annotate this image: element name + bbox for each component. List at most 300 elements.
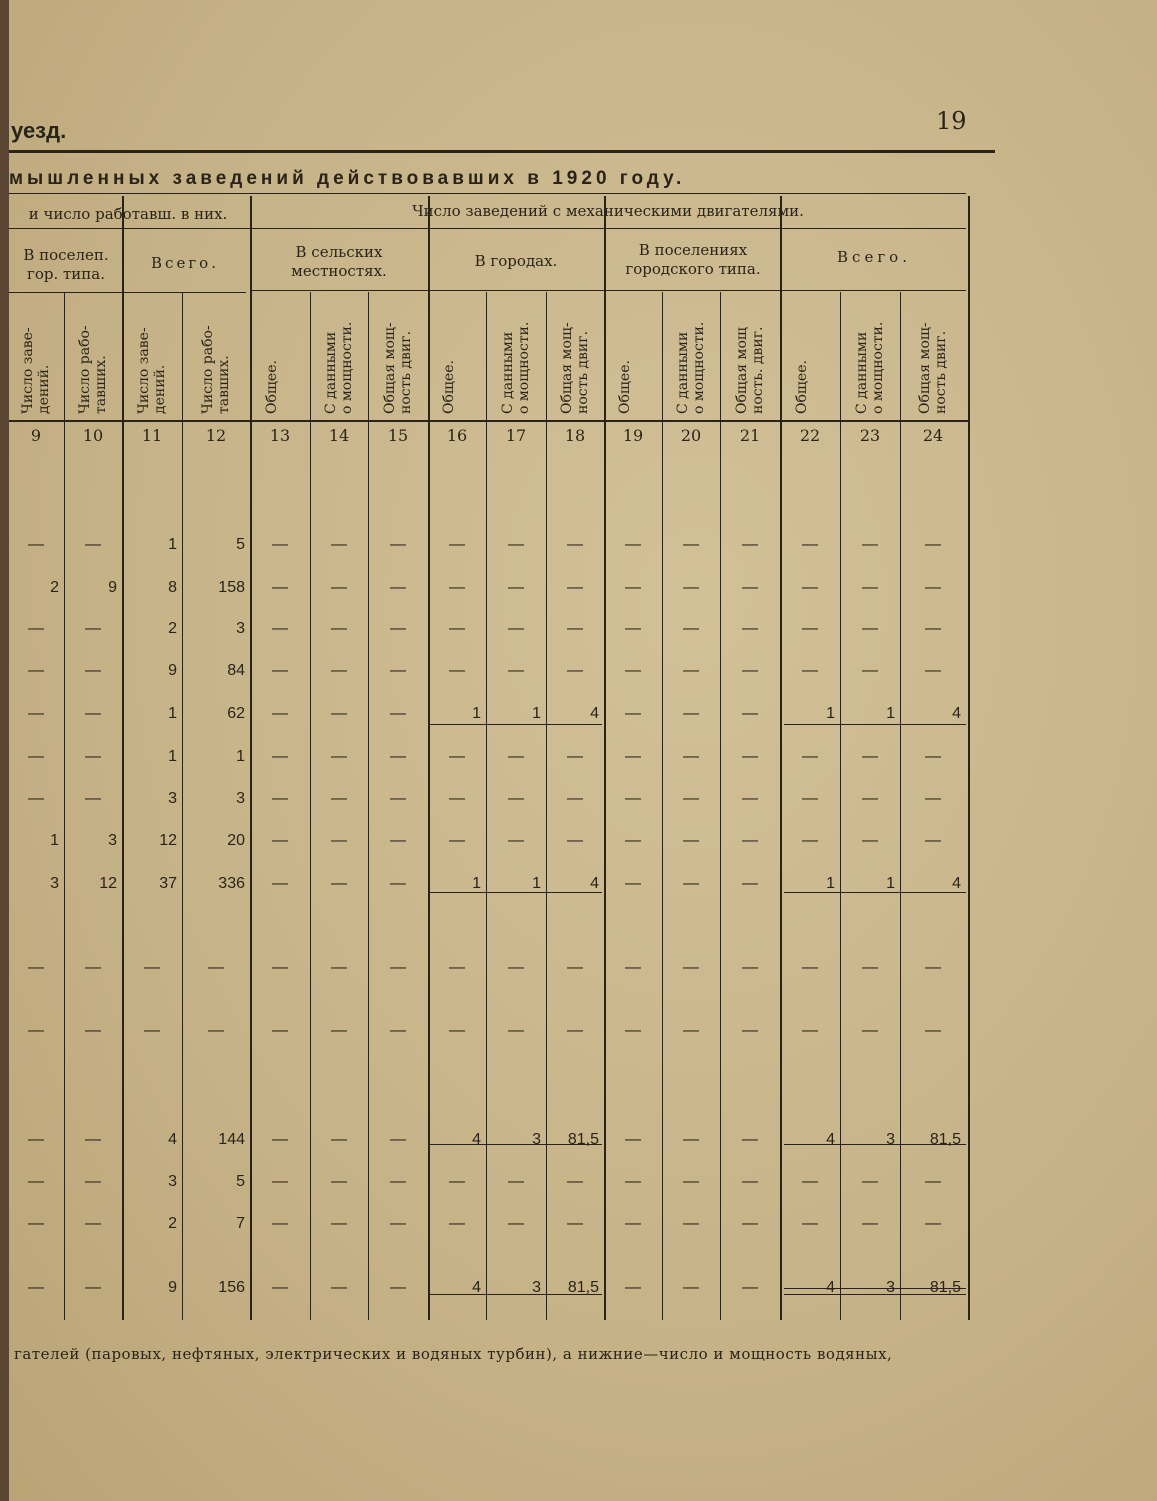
table-cell: — xyxy=(390,1173,406,1190)
table-cell: — xyxy=(925,1215,941,1232)
column-header-14: С данными о мощности. xyxy=(323,321,355,414)
column-rule xyxy=(368,292,369,1320)
table-cell: — xyxy=(28,1279,44,1296)
table-cell: 4 xyxy=(472,1131,481,1148)
column-header-11: Число заве- дений. xyxy=(136,327,168,414)
table-cell: — xyxy=(331,579,347,596)
table-cell: — xyxy=(625,662,641,679)
table-cell: — xyxy=(449,536,465,553)
table-cell: — xyxy=(742,748,758,765)
table-cell: — xyxy=(567,832,583,849)
subtotal-rule xyxy=(784,724,966,725)
table-cell: — xyxy=(390,579,406,596)
group-separator xyxy=(122,196,124,1320)
table-cell: — xyxy=(331,1022,347,1039)
table-cell: — xyxy=(28,790,44,807)
table-cell: — xyxy=(449,1173,465,1190)
table-cell: — xyxy=(331,1215,347,1232)
column-number-12: 12 xyxy=(205,426,227,445)
column-header-12: Число рабо- тавших. xyxy=(200,325,232,414)
column-header-24: Общая мощ- ность двиг. xyxy=(917,322,949,414)
table-cell: — xyxy=(390,662,406,679)
table-cell: — xyxy=(85,620,101,637)
column-header-22: Общее. xyxy=(794,360,810,414)
table-cell: — xyxy=(449,1215,465,1232)
table-cell: 1 xyxy=(472,705,481,722)
table-cell: — xyxy=(508,959,524,976)
table-cell: — xyxy=(85,662,101,679)
table-cell: — xyxy=(567,662,583,679)
table-cell: — xyxy=(331,790,347,807)
table-cell: — xyxy=(28,705,44,722)
table-cell: — xyxy=(567,1022,583,1039)
table-cell: — xyxy=(802,790,818,807)
table-cell: — xyxy=(390,832,406,849)
table-cell: — xyxy=(567,620,583,637)
table-cell: — xyxy=(802,620,818,637)
table-cell: — xyxy=(331,536,347,553)
table-cell: — xyxy=(272,620,288,637)
subtotal-rule xyxy=(784,1294,966,1295)
table-cell: — xyxy=(449,579,465,596)
table-cell: — xyxy=(742,959,758,976)
table-cell: 37 xyxy=(159,875,177,892)
table-cell: — xyxy=(625,620,641,637)
table-cell: 2 xyxy=(168,620,177,637)
table-cell: — xyxy=(925,790,941,807)
table-cell: — xyxy=(625,1173,641,1190)
table-cell: — xyxy=(625,705,641,722)
table-cell: — xyxy=(742,662,758,679)
table-cell: — xyxy=(85,1215,101,1232)
subtotal-rule xyxy=(430,1144,602,1145)
table-cell: — xyxy=(272,748,288,765)
column-number-11: 11 xyxy=(141,426,163,445)
column-header-20: С данными о мощности. xyxy=(675,321,707,414)
table-cell: 81,5 xyxy=(567,1279,599,1296)
column-rule xyxy=(546,292,547,1320)
table-cell: 144 xyxy=(218,1131,245,1148)
table-cell: 1 xyxy=(532,875,541,892)
column-number-16: 16 xyxy=(446,426,468,445)
table-cell: — xyxy=(683,705,699,722)
table-cell: — xyxy=(508,620,524,637)
table-cell: — xyxy=(567,959,583,976)
table-cell: — xyxy=(683,748,699,765)
table-cell: — xyxy=(508,536,524,553)
column-header-9: Число заве- дений. xyxy=(20,327,52,414)
table-cell: — xyxy=(683,536,699,553)
table-cell: — xyxy=(331,1173,347,1190)
table-cell: — xyxy=(508,662,524,679)
table-cell: — xyxy=(862,959,878,976)
table-cell: 1 xyxy=(50,832,59,849)
table-cell: — xyxy=(683,579,699,596)
group-separator xyxy=(780,196,782,1320)
column-number-14: 14 xyxy=(328,426,350,445)
table-cell: — xyxy=(390,1022,406,1039)
table-cell: — xyxy=(28,620,44,637)
group-mechanical-engines: Число заведений с механическими двигателями. xyxy=(412,202,804,220)
subgroup-cities: В городах. xyxy=(474,252,558,270)
table-cell: — xyxy=(272,1279,288,1296)
table-cell: — xyxy=(925,748,941,765)
table-cell: 62 xyxy=(227,705,245,722)
column-number-10: 10 xyxy=(82,426,104,445)
table-cell: — xyxy=(862,1022,878,1039)
subgroup-settlements: В поселеп. гор. типа. xyxy=(23,246,109,283)
table-cell: — xyxy=(742,579,758,596)
table-cell: — xyxy=(28,1215,44,1232)
table-cell: — xyxy=(862,620,878,637)
table-cell: — xyxy=(925,620,941,637)
table-cell: 2 xyxy=(168,1215,177,1232)
table-cell: 4 xyxy=(472,1279,481,1296)
table-cell: — xyxy=(28,748,44,765)
table-cell: 4 xyxy=(590,705,599,722)
table-cell: — xyxy=(85,536,101,553)
table-cell: — xyxy=(802,1022,818,1039)
table-cell: — xyxy=(449,620,465,637)
table-cell: — xyxy=(862,579,878,596)
table-cell: — xyxy=(272,662,288,679)
table-cell: — xyxy=(625,790,641,807)
table-cell: — xyxy=(508,832,524,849)
column-rule xyxy=(486,292,487,1320)
table-cell: — xyxy=(390,1215,406,1232)
subgroup-underline-left xyxy=(9,292,246,293)
column-rule xyxy=(662,292,663,1320)
table-cell: — xyxy=(802,1173,818,1190)
table-cell: — xyxy=(925,1173,941,1190)
table-cell: 1 xyxy=(826,705,835,722)
table-cell: 4 xyxy=(168,1131,177,1148)
table-cell: 20 xyxy=(227,832,245,849)
table-cell: 1 xyxy=(168,536,177,553)
column-number-19: 19 xyxy=(622,426,644,445)
table-cell: 12 xyxy=(159,832,177,849)
table-cell: — xyxy=(508,790,524,807)
subgroup-rural: В сельских местностях. xyxy=(291,243,387,280)
column-rule xyxy=(720,292,721,1320)
header-bottom-rule xyxy=(9,420,968,422)
table-cell: — xyxy=(390,790,406,807)
table-cell: — xyxy=(272,1131,288,1148)
table-cell: — xyxy=(862,832,878,849)
column-number-17: 17 xyxy=(505,426,527,445)
table-cell: — xyxy=(208,1022,224,1039)
subtotal-rule xyxy=(784,892,966,893)
table-cell: 3 xyxy=(532,1131,541,1148)
table-cell: — xyxy=(683,662,699,679)
table-cell: — xyxy=(683,1215,699,1232)
group-separator xyxy=(968,196,970,1320)
table-cell: 3 xyxy=(236,620,245,637)
column-rule xyxy=(900,292,901,1320)
table-cell: — xyxy=(742,1279,758,1296)
table-cell: 156 xyxy=(218,1279,245,1296)
subgroup-separator xyxy=(122,228,124,292)
table-cell: 4 xyxy=(590,875,599,892)
table-cell: — xyxy=(331,705,347,722)
table-cell: — xyxy=(331,748,347,765)
table-cell: — xyxy=(862,1173,878,1190)
table-cell: — xyxy=(742,1215,758,1232)
table-cell: 8 xyxy=(168,579,177,596)
column-rule xyxy=(310,292,311,1320)
column-number-22: 22 xyxy=(799,426,821,445)
table-cell: — xyxy=(272,579,288,596)
table-cell: — xyxy=(449,748,465,765)
table-cell: — xyxy=(28,1131,44,1148)
table-cell: — xyxy=(862,1215,878,1232)
table-cell: — xyxy=(272,705,288,722)
table-cell: — xyxy=(802,832,818,849)
table-cell: 3 xyxy=(886,1279,895,1296)
table-cell: 1 xyxy=(168,748,177,765)
table-cell: — xyxy=(449,959,465,976)
table-cell: — xyxy=(208,959,224,976)
title-underline xyxy=(9,193,966,194)
table-cell: 3 xyxy=(886,1131,895,1148)
group-separator xyxy=(250,196,252,1320)
table-cell: — xyxy=(925,579,941,596)
table-cell: — xyxy=(742,1173,758,1190)
table-cell: — xyxy=(742,790,758,807)
table-cell: 1 xyxy=(826,875,835,892)
table-cell: — xyxy=(508,1173,524,1190)
table-cell: — xyxy=(144,1022,160,1039)
header-left-text: уезд. xyxy=(11,118,67,143)
table-cell: — xyxy=(567,536,583,553)
table-cell: 81,5 xyxy=(567,1131,599,1148)
table-cell: 2 xyxy=(50,579,59,596)
table-cell: — xyxy=(85,1279,101,1296)
table-cell: — xyxy=(390,1131,406,1148)
table-cell: — xyxy=(390,1279,406,1296)
page-number: 19 xyxy=(936,107,967,135)
table-cell: 1 xyxy=(532,705,541,722)
table-cell: — xyxy=(683,875,699,892)
table-cell: — xyxy=(802,1215,818,1232)
table-cell: — xyxy=(683,1279,699,1296)
table-cell: — xyxy=(272,790,288,807)
table-cell: — xyxy=(390,748,406,765)
table-cell: 5 xyxy=(236,536,245,553)
table-cell: 3 xyxy=(108,832,117,849)
table-cell: — xyxy=(331,620,347,637)
bottom-total-rule xyxy=(784,1288,966,1289)
table-cell: — xyxy=(742,705,758,722)
table-cell: — xyxy=(683,790,699,807)
table-cell: — xyxy=(272,1215,288,1232)
table-cell: — xyxy=(272,536,288,553)
table-cell: — xyxy=(742,1022,758,1039)
subtotal-rule xyxy=(430,892,602,893)
column-number-9: 9 xyxy=(30,426,42,445)
table-cell: — xyxy=(683,959,699,976)
table-cell: — xyxy=(85,705,101,722)
table-cell: 9 xyxy=(108,579,117,596)
table-cell: — xyxy=(742,875,758,892)
subtotal-rule xyxy=(784,1144,966,1145)
table-cell: — xyxy=(683,1173,699,1190)
subgroup-urban-settlements: В поселениях городского типа. xyxy=(625,241,761,278)
column-number-13: 13 xyxy=(269,426,291,445)
table-cell: 4 xyxy=(826,1279,835,1296)
column-number-24: 24 xyxy=(922,426,944,445)
table-cell: 4 xyxy=(826,1131,835,1148)
table-cell: — xyxy=(28,1173,44,1190)
table-cell: — xyxy=(85,790,101,807)
table-cell: — xyxy=(449,662,465,679)
table-cell: — xyxy=(925,1022,941,1039)
table-cell: — xyxy=(683,832,699,849)
table-cell: 81,5 xyxy=(929,1279,961,1296)
table-cell: — xyxy=(390,875,406,892)
table-cell: — xyxy=(683,1022,699,1039)
table-cell: — xyxy=(449,790,465,807)
table-cell: 1 xyxy=(472,875,481,892)
column-header-15: Общая мощ- ность двиг. xyxy=(382,322,414,414)
table-cell: — xyxy=(625,959,641,976)
subtotal-rule xyxy=(430,724,602,725)
table-cell: — xyxy=(85,1022,101,1039)
top-rule xyxy=(9,150,995,153)
table-cell: — xyxy=(862,536,878,553)
table-cell: — xyxy=(449,1022,465,1039)
table-cell: 7 xyxy=(236,1215,245,1232)
table-cell: 1 xyxy=(168,705,177,722)
column-rule xyxy=(64,292,65,1320)
table-cell: — xyxy=(567,748,583,765)
table-cell: — xyxy=(85,1131,101,1148)
table-cell: 4 xyxy=(952,875,961,892)
table-cell: — xyxy=(85,959,101,976)
column-rule xyxy=(182,292,183,1320)
table-cell: — xyxy=(331,832,347,849)
table-cell: — xyxy=(272,875,288,892)
table-cell: — xyxy=(862,790,878,807)
table-cell: — xyxy=(742,536,758,553)
group-separator xyxy=(604,196,606,1320)
table-cell: — xyxy=(862,662,878,679)
table-cell: — xyxy=(625,579,641,596)
table-cell: — xyxy=(28,1022,44,1039)
table-cell: — xyxy=(742,1131,758,1148)
table-cell: — xyxy=(742,832,758,849)
table-cell: 3 xyxy=(168,1173,177,1190)
column-number-21: 21 xyxy=(739,426,761,445)
group-separator xyxy=(428,196,430,1320)
group-workers: и число работавш. в них. xyxy=(28,205,228,223)
column-rule xyxy=(840,292,841,1320)
table-cell: — xyxy=(508,1022,524,1039)
column-header-21: Общая мощ ность. двиг. xyxy=(734,326,766,414)
table-cell: 5 xyxy=(236,1173,245,1190)
column-header-23: С данными о мощности. xyxy=(854,321,886,414)
group-underline-right xyxy=(250,228,966,229)
subgroup-total-engines: Всего. xyxy=(837,248,911,266)
table-cell: — xyxy=(272,959,288,976)
table-cell: 336 xyxy=(218,875,245,892)
table-cell: 158 xyxy=(218,579,245,596)
column-number-20: 20 xyxy=(680,426,702,445)
table-cell: — xyxy=(862,748,878,765)
table-cell: — xyxy=(802,579,818,596)
table-cell: — xyxy=(28,959,44,976)
table-cell: 9 xyxy=(168,662,177,679)
column-header-10: Число рабо- тавших. xyxy=(77,325,109,414)
table-cell: — xyxy=(625,875,641,892)
table-cell: — xyxy=(85,1173,101,1190)
table-cell: 1 xyxy=(236,748,245,765)
column-header-13: Общее. xyxy=(264,360,280,414)
table-cell: — xyxy=(802,959,818,976)
table-cell: — xyxy=(567,1215,583,1232)
subgroup-underline-right xyxy=(250,290,966,291)
table-cell: 12 xyxy=(99,875,117,892)
table-cell: — xyxy=(925,662,941,679)
table-cell: — xyxy=(390,959,406,976)
column-number-23: 23 xyxy=(859,426,881,445)
table-cell: — xyxy=(508,1215,524,1232)
table-cell: — xyxy=(144,959,160,976)
table-cell: 84 xyxy=(227,662,245,679)
table-cell: 1 xyxy=(886,875,895,892)
subgroup-total-workers: Всего. xyxy=(151,254,219,272)
table-cell: — xyxy=(272,1173,288,1190)
table-cell: — xyxy=(625,1215,641,1232)
table-cell: — xyxy=(508,579,524,596)
table-cell: — xyxy=(331,1279,347,1296)
table-cell: — xyxy=(85,748,101,765)
table-cell: — xyxy=(925,959,941,976)
table-cell: — xyxy=(802,662,818,679)
table-cell: — xyxy=(28,536,44,553)
table-cell: — xyxy=(272,832,288,849)
table-cell: — xyxy=(802,748,818,765)
table-cell: — xyxy=(331,1131,347,1148)
table-cell: — xyxy=(567,790,583,807)
table-cell: 4 xyxy=(952,705,961,722)
table-cell: — xyxy=(449,832,465,849)
table-cell: — xyxy=(567,1173,583,1190)
column-header-17: С данными о мощности. xyxy=(500,321,532,414)
table-cell: — xyxy=(390,620,406,637)
table-cell: — xyxy=(925,832,941,849)
table-cell: 3 xyxy=(532,1279,541,1296)
table-cell: 3 xyxy=(50,875,59,892)
table-cell: 3 xyxy=(236,790,245,807)
column-header-16: Общее. xyxy=(441,360,457,414)
table-title: мышленных заведений действовавших в 1920 году. xyxy=(9,168,686,189)
table-cell: — xyxy=(625,536,641,553)
table-cell: — xyxy=(625,1279,641,1296)
table-cell: — xyxy=(625,1022,641,1039)
footer-note: гателей (паровых, нефтяных, электрических и водяных турбин), а нижние—число и мощность водяных, xyxy=(14,1345,893,1363)
subtotal-rule xyxy=(430,1294,602,1295)
table-cell: — xyxy=(331,959,347,976)
table-cell: — xyxy=(742,620,758,637)
column-header-19: Общее. xyxy=(617,360,633,414)
table-cell: — xyxy=(331,662,347,679)
table-cell: — xyxy=(625,832,641,849)
column-header-18: Общая мощ- ность двиг. xyxy=(559,322,591,414)
table-cell: 3 xyxy=(168,790,177,807)
table-cell: — xyxy=(683,620,699,637)
column-number-18: 18 xyxy=(564,426,586,445)
